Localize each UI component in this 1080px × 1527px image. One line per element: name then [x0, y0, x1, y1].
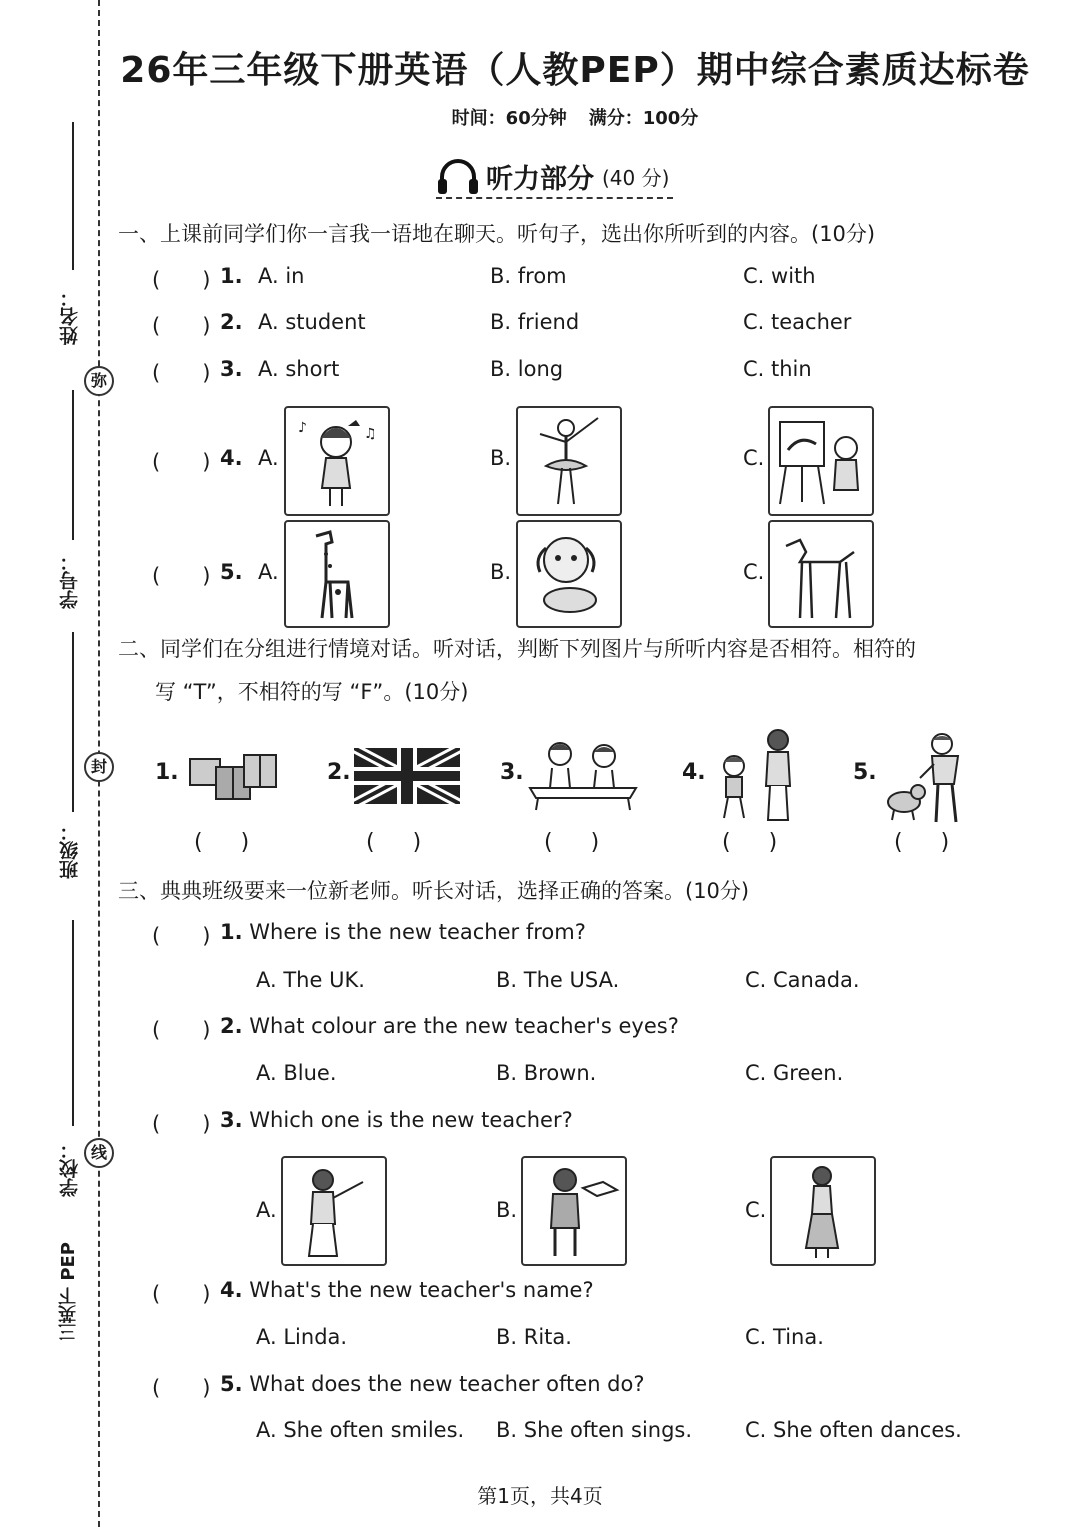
- answer-paren[interactable]: ( ): [152, 450, 211, 474]
- option-c: C. Tina.: [745, 1325, 824, 1349]
- man-with-dog-icon: [882, 730, 974, 826]
- ballet-dancer-icon: [518, 408, 620, 514]
- seal-mark-feng: 封: [84, 752, 114, 782]
- answer-paren[interactable]: ( ): [152, 361, 211, 385]
- grade-tag: 三英下 PEP: [58, 1242, 79, 1341]
- question-number: 5.: [220, 560, 243, 584]
- boy-and-woman-icon: [712, 726, 804, 824]
- question-number: 5.: [220, 1372, 243, 1396]
- question-text: What colour are the new teacher's eyes?: [249, 1014, 679, 1038]
- option-a: A. Linda.: [256, 1325, 348, 1349]
- question-text: Which one is the new teacher?: [249, 1108, 573, 1132]
- part3-heading: 三、典典班级要来一位新老师。听长对话，选择正确的答案。(10分): [118, 879, 750, 903]
- listening-score: (40 分): [602, 165, 670, 190]
- question-text: What's the new teacher's name?: [249, 1278, 594, 1302]
- option-b: B. long: [490, 357, 564, 381]
- name-label: 姓名：: [59, 288, 81, 345]
- item-number: 2.: [327, 760, 351, 785]
- exam-info: [70, 104, 1080, 130]
- gift-boxes-icon: [186, 745, 282, 803]
- option-c: C. Canada.: [745, 968, 860, 992]
- question-number: 3.: [220, 1108, 243, 1132]
- answer-paren[interactable]: (): [722, 830, 816, 855]
- option-b-picture[interactable]: [516, 406, 622, 516]
- option-c: C. teacher: [743, 310, 852, 334]
- teacher-with-pointer-icon: [283, 1158, 385, 1264]
- id-blank-line: [72, 390, 74, 540]
- option-b: B. from: [490, 264, 567, 288]
- seal-mark-mi: 弥: [84, 366, 114, 396]
- name-blank-line: [72, 122, 74, 270]
- option-b-label: B.: [490, 446, 512, 470]
- answer-paren[interactable]: ( ): [152, 1376, 211, 1400]
- answer-paren[interactable]: (): [366, 830, 460, 855]
- option-c-label: C.: [745, 1198, 767, 1222]
- option-c: C. with: [743, 264, 816, 288]
- item-number: 1.: [155, 760, 179, 785]
- option-a: A. short: [258, 357, 340, 381]
- option-a: A. student: [258, 310, 366, 334]
- svg-text:♪: ♪: [298, 420, 307, 436]
- question-text: Where is the new teacher from?: [249, 920, 586, 944]
- answer-paren[interactable]: ( ): [152, 314, 211, 338]
- part2-heading-line1: 二、同学们在分组进行情境对话。听对话，判断下列图片与所听内容是否相符。相符的: [118, 637, 916, 661]
- part1-heading: 一、上课前同学们你一言我一语地在聊天。听句子，选出你所听到的内容。(10分): [118, 222, 876, 246]
- answer-paren[interactable]: ( ): [152, 1018, 211, 1042]
- answer-paren[interactable]: ( ): [152, 268, 211, 292]
- option-b-label: B.: [490, 560, 512, 584]
- question-text: What does the new teacher often do?: [249, 1372, 645, 1396]
- answer-paren[interactable]: ( ): [152, 1282, 211, 1306]
- option-c-label: C.: [743, 560, 765, 584]
- listening-title: 听力部分: [486, 163, 594, 195]
- option-a-picture[interactable]: [284, 406, 390, 516]
- part2-heading-line2: 写 “T”，不相符的写 “F”。(10分): [155, 680, 469, 704]
- option-a-label: A.: [258, 446, 279, 470]
- exam-time: 时间：60分钟: [451, 108, 567, 129]
- exam-score: 满分：100分: [588, 108, 699, 129]
- option-c-picture[interactable]: [768, 520, 874, 628]
- answer-paren[interactable]: ( ): [152, 1112, 211, 1136]
- school-blank-line: [72, 920, 74, 1126]
- option-c-picture[interactable]: [768, 406, 874, 516]
- cartoon-dog-icon: [518, 522, 620, 626]
- answer-paren[interactable]: ( ): [152, 564, 211, 588]
- option-a-label: A.: [258, 560, 279, 584]
- question-number: 1.: [220, 920, 243, 944]
- item-number: 3.: [500, 760, 524, 785]
- answer-paren[interactable]: (): [194, 830, 288, 855]
- class-blank-line: [72, 632, 74, 812]
- id-label: 学号：: [59, 552, 81, 609]
- question-number: 3.: [220, 357, 243, 381]
- option-a: A. The UK.: [256, 968, 365, 992]
- option-c-label: C.: [743, 446, 765, 470]
- option-a: A. She often smiles.: [256, 1418, 465, 1442]
- option-b: B. Brown.: [496, 1061, 597, 1085]
- question-number: 4.: [220, 1278, 243, 1302]
- uk-flag-icon: [354, 748, 460, 804]
- option-a-label: A.: [256, 1198, 277, 1222]
- question-number: 4.: [220, 446, 243, 470]
- page-title: 26年三年级下册英语（人教PEP）期中综合素质达标卷: [120, 50, 1030, 91]
- girl-painting-icon: [770, 408, 872, 514]
- question-number: 1.: [220, 264, 243, 288]
- school-label: 学校：: [59, 1140, 81, 1197]
- listening-banner: [436, 155, 673, 199]
- option-a-picture[interactable]: [281, 1156, 387, 1266]
- item-number: 4.: [682, 760, 706, 785]
- option-b: B. Rita.: [496, 1325, 572, 1349]
- option-b-picture[interactable]: [521, 1156, 627, 1266]
- question-number: 2.: [220, 310, 243, 334]
- woman-in-skirt-icon: [772, 1158, 874, 1264]
- option-a-picture[interactable]: [284, 520, 390, 628]
- headphones-icon: [436, 157, 480, 195]
- option-c: C. thin: [743, 357, 812, 381]
- question-number: 2.: [220, 1014, 243, 1038]
- page-footer: 第1页，共4页: [477, 1484, 603, 1508]
- svg-text:♫: ♫: [364, 426, 377, 442]
- option-c: C. She often dances.: [745, 1418, 962, 1442]
- answer-paren[interactable]: ( ): [152, 924, 211, 948]
- girl-singing-icon: [286, 408, 388, 514]
- option-b-label: B.: [496, 1198, 518, 1222]
- option-b-picture[interactable]: [516, 520, 622, 628]
- students-at-desk-icon: [526, 736, 640, 812]
- option-b: B. friend: [490, 310, 580, 334]
- answer-paren[interactable]: (): [544, 830, 638, 855]
- seal-mark-xian: 线: [84, 1138, 114, 1168]
- answer-paren[interactable]: (): [894, 830, 988, 855]
- option-b: B. The USA.: [496, 968, 620, 992]
- item-number: 5.: [853, 760, 877, 785]
- option-b: B. She often sings.: [496, 1418, 693, 1442]
- option-a: A. in: [258, 264, 305, 288]
- dog-icon: [770, 522, 872, 626]
- option-c-picture[interactable]: [770, 1156, 876, 1266]
- giraffe-icon: [286, 522, 388, 626]
- teacher-with-book-icon: [523, 1158, 625, 1264]
- option-c: C. Green.: [745, 1061, 844, 1085]
- option-a: A. Blue.: [256, 1061, 337, 1085]
- class-label: 班级：: [59, 822, 81, 879]
